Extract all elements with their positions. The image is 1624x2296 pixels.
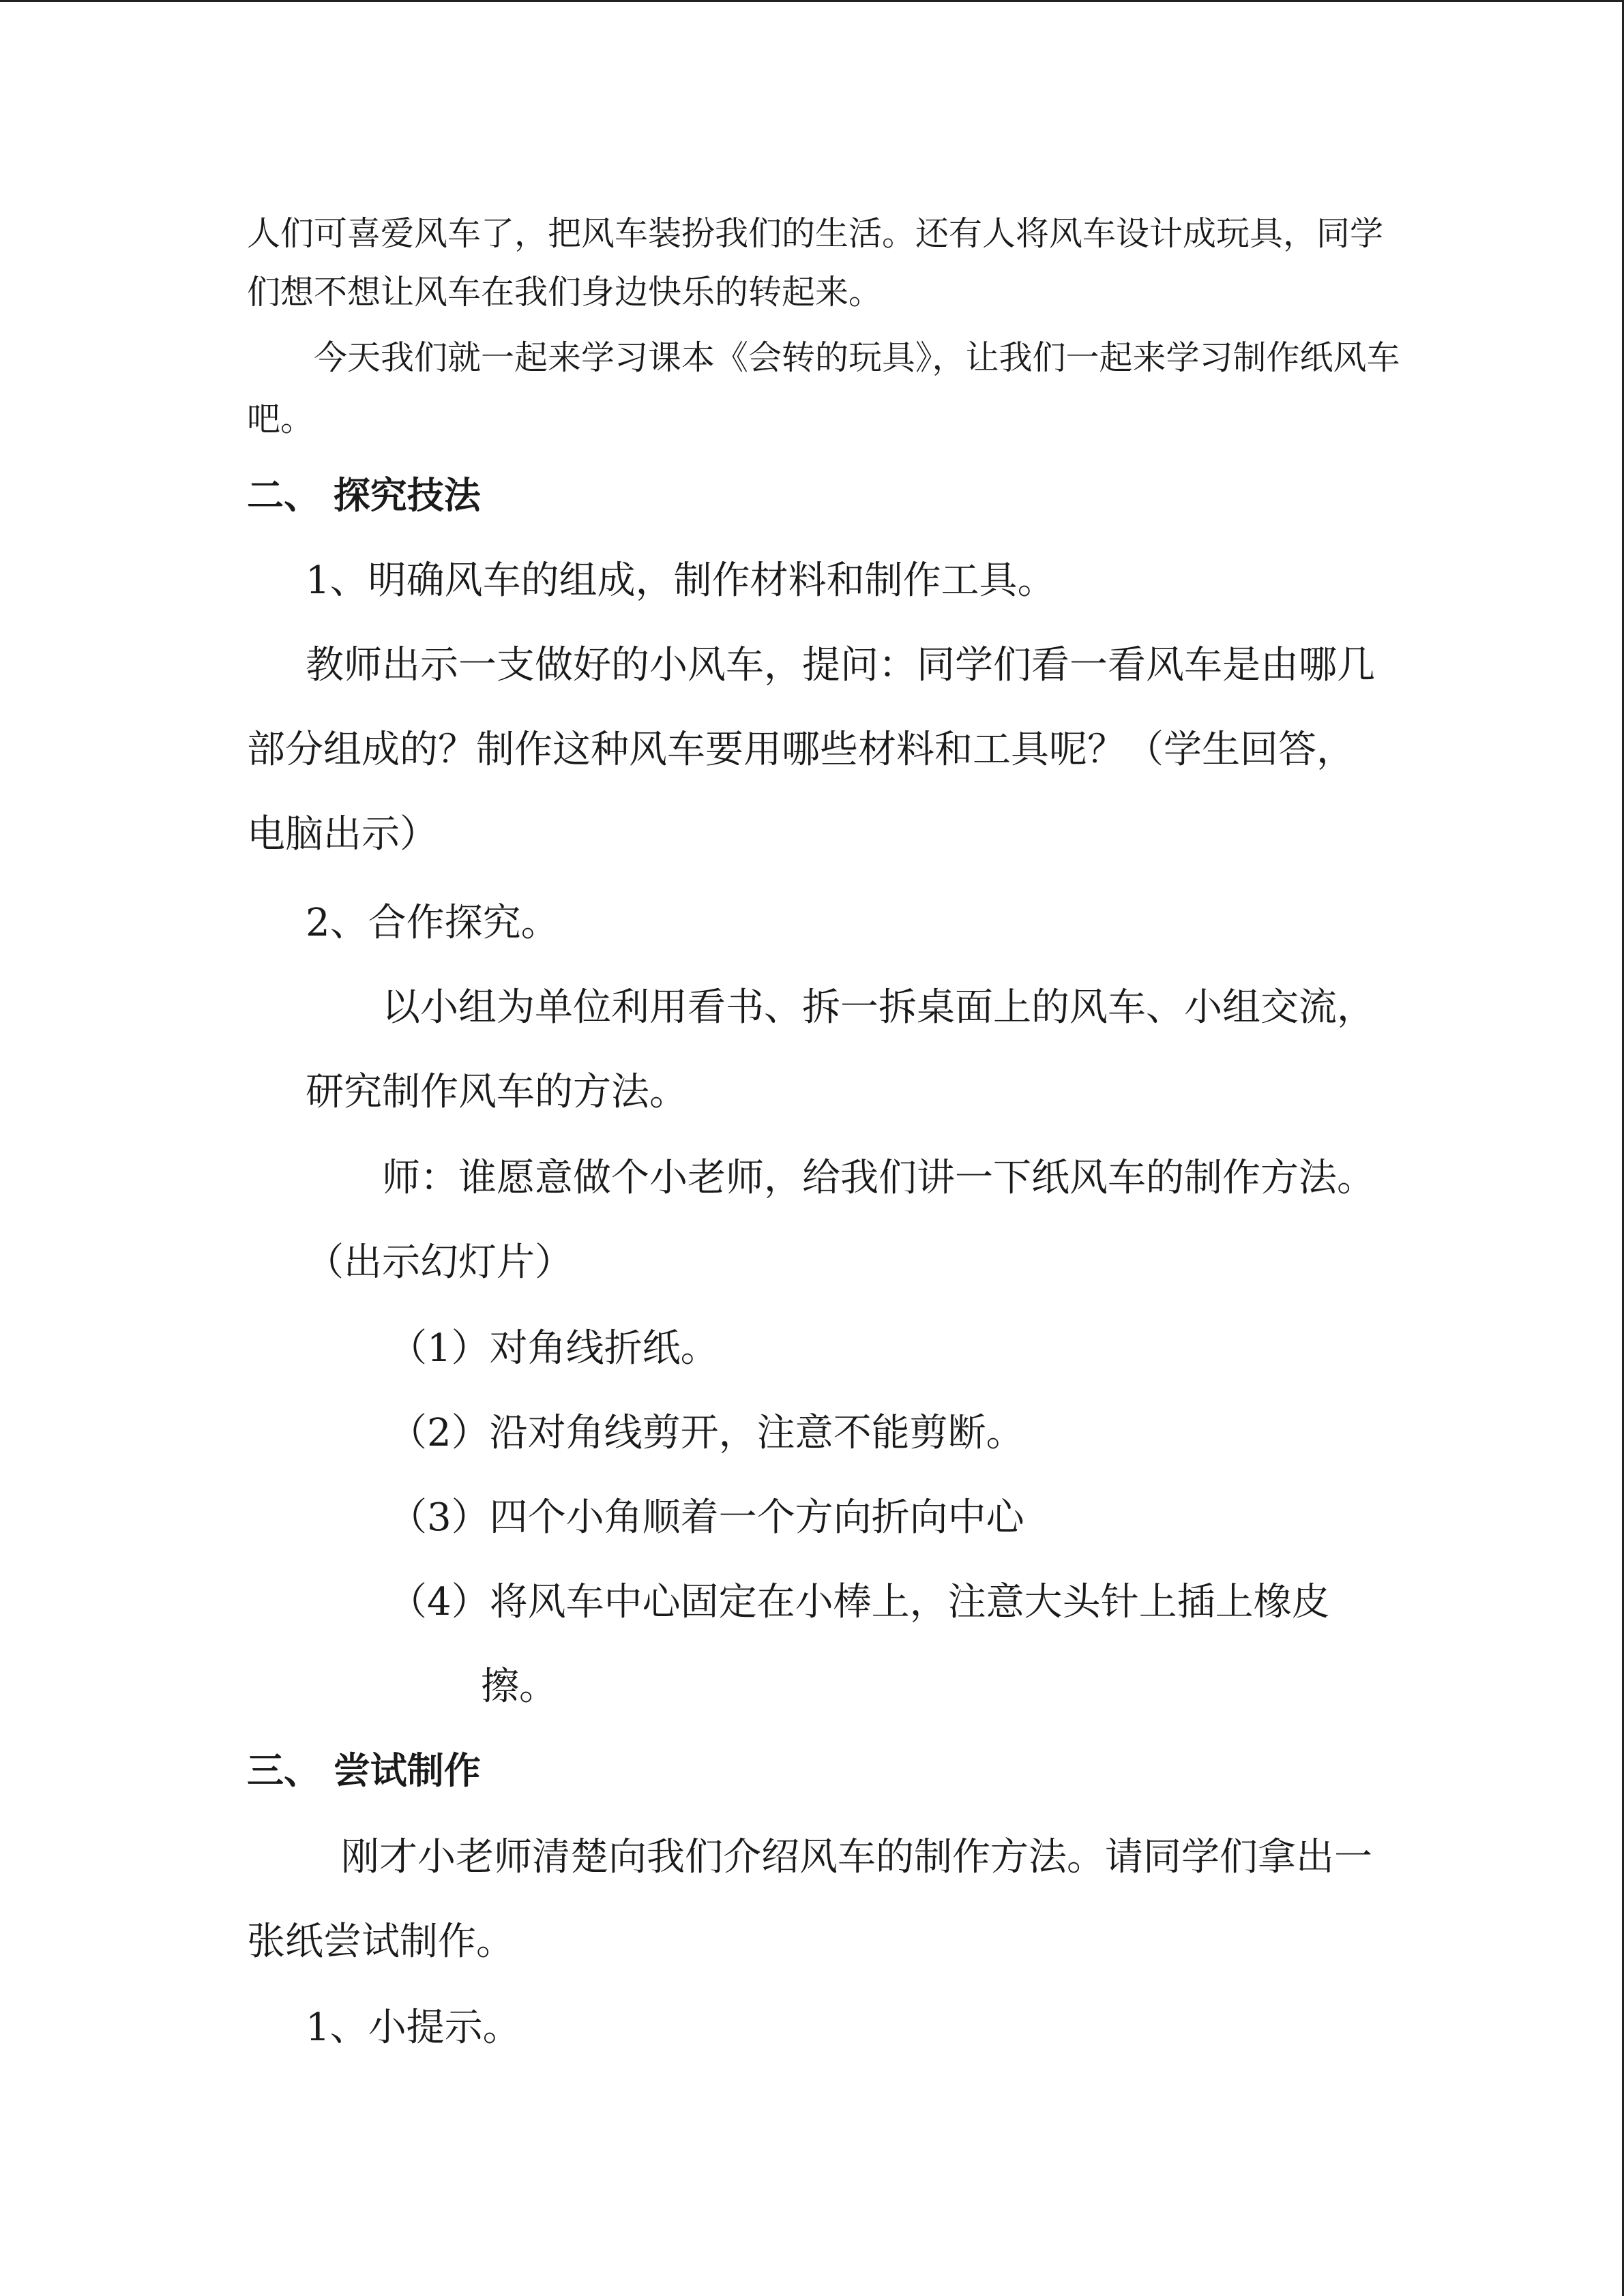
list-item: （3）四个小角顺着一个方向折向中心 [389, 1495, 1024, 1540]
list-item: （2）沿对角线剪开，注意不能剪断。 [389, 1411, 1024, 1455]
paragraph-teacher-ask-line-2: （出示幻灯片） [306, 1240, 573, 1285]
paragraph-teacher-line-1: 教师出示一支做好的小风车，提问：同学们看一看风车是由哪几 [306, 643, 1375, 687]
paragraph-group-line-1: 以小组为单位利用看书、拆一拆桌面上的风车、小组交流， [382, 985, 1375, 1030]
paragraph-try-line-1: 刚才小老师清楚向我们介绍风车的制作方法。请同学们拿出一 [341, 1835, 1372, 1879]
section-heading-try: 三、 尝试制作 [247, 1749, 481, 1792]
intro-line-1: 人们可喜爱风车了，把风车装扮我们的生活。还有人将风车设计成玩具，同学 [247, 214, 1384, 253]
paragraph-teacher-line-2: 部分组成的？制作这种风车要用哪些材料和工具呢？（学生回答， [247, 728, 1355, 772]
paragraph-group-line-2: 研究制作风车的方法。 [306, 1070, 688, 1114]
step-tip-text: 1、小提示。 [306, 2006, 521, 2050]
paragraph-teacher-ask-line-1: 师：谁愿意做个小老师，给我们讲一下纸风车的制作方法。 [382, 1156, 1375, 1200]
step-1-text: 1、明确风车的组成，制作材料和制作工具。 [306, 558, 1056, 603]
list-item-continuation: 擦。 [481, 1665, 557, 1709]
intro-line-3: 今天我们就一起来学习课本《会转的玩具》，让我们一起来学习制作纸风车 [314, 338, 1400, 377]
list-item: （1）对角线折纸。 [389, 1326, 719, 1371]
section-heading-explore: 二、 探究技法 [247, 474, 481, 517]
list-item: （4）将风车中心固定在小棒上，注意大头针上插上橡皮 [389, 1580, 1330, 1624]
paragraph-try-line-2: 张纸尝试制作。 [247, 1920, 514, 1964]
page-top-border [0, 0, 1624, 2]
intro-line-4: 吧。 [247, 400, 314, 438]
step-2-text: 2、合作探究。 [306, 901, 559, 945]
intro-line-2: 们想不想让风车在我们身边快乐的转起来。 [247, 273, 883, 312]
paragraph-teacher-line-3: 电脑出示） [247, 812, 438, 856]
